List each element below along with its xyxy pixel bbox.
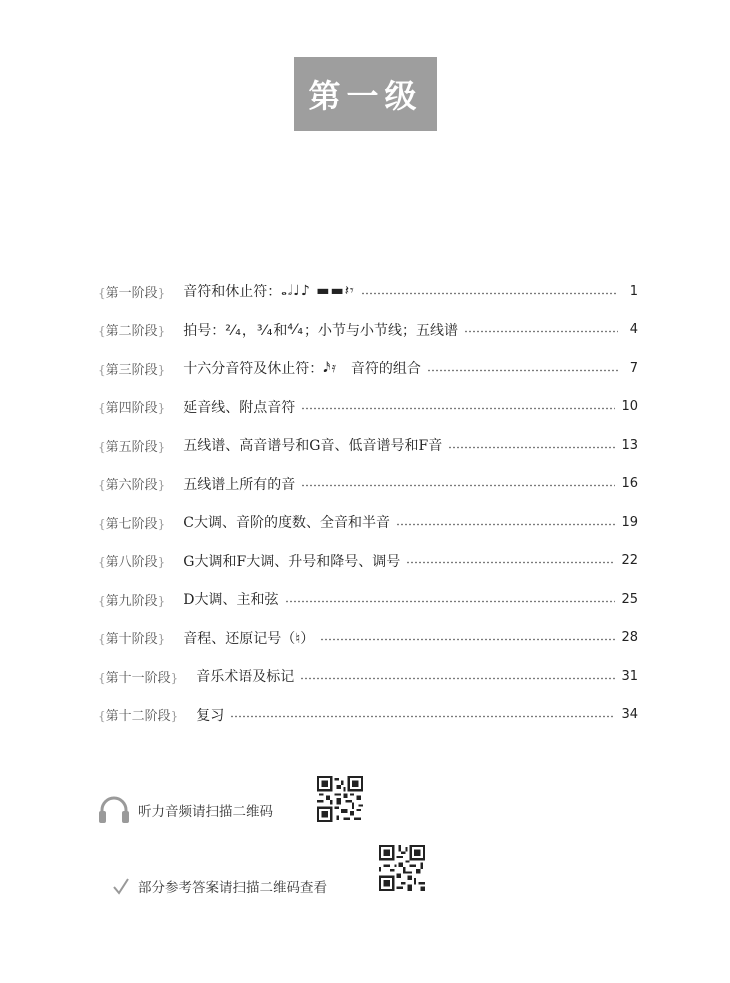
leader-dots	[361, 292, 618, 295]
answers-footer	[112, 876, 327, 896]
toc-entry[interactable]	[98, 349, 638, 388]
entry-title: 五线谱上所有的音	[183, 476, 296, 493]
stage-label: {第四阶段}	[98, 401, 166, 417]
page-number: 16	[621, 476, 638, 492]
entry-title-part: 音符的组合	[350, 361, 421, 378]
stage-label: {第十一阶段}	[98, 670, 179, 686]
entry-title: 延音线、附点音符	[183, 399, 296, 416]
level-title-box	[294, 57, 437, 131]
time-signature-symbols: ²⁄₄，³⁄₄	[225, 322, 274, 339]
stage-label: {第十阶段}	[98, 632, 166, 648]
level-title: 第一级	[308, 77, 423, 115]
stage-label: {第十二阶段}	[98, 709, 179, 725]
stage-label: {第三阶段}	[98, 362, 166, 378]
entry-title-part: ；小节与小节线；五线谱	[303, 322, 458, 339]
leader-dots	[320, 638, 615, 641]
stage-label: {第五阶段}	[98, 439, 166, 455]
toc-entry[interactable]	[98, 542, 638, 581]
leader-dots	[448, 446, 615, 449]
leader-dots	[406, 561, 615, 564]
toc-entry[interactable]	[98, 426, 638, 465]
stage-label: {第一阶段}	[98, 285, 166, 301]
page-number: 1	[629, 283, 638, 299]
entry-title: 复习	[196, 707, 225, 724]
leader-dots	[396, 523, 615, 526]
stage-label: {第九阶段}	[98, 593, 166, 609]
entry-title: 五线谱、高音谱号和G音、低音谱号和F音	[183, 438, 443, 455]
page-number: 4	[629, 322, 638, 338]
leader-dots	[230, 715, 615, 718]
entry-title: 拍号：	[183, 322, 226, 339]
toc-entry[interactable]	[98, 503, 638, 542]
stage-label: {第七阶段}	[98, 516, 166, 532]
entry-title: C大调、音阶的度数、全音和半音	[183, 515, 391, 532]
toc-entry[interactable]	[98, 311, 638, 350]
answers-qr-code[interactable]	[379, 845, 425, 891]
leader-dots	[464, 330, 618, 333]
note-symbols: 𝅝𝅗𝅥♩♪ ▬▬𝄽𝄾	[281, 283, 355, 300]
toc-entry[interactable]	[98, 619, 638, 658]
page-number: 31	[621, 668, 638, 684]
stage-label: {第二阶段}	[98, 324, 166, 340]
page-number: 28	[621, 630, 638, 646]
leader-dots	[300, 677, 615, 680]
entry-title: 音乐术语及标记	[196, 669, 295, 686]
page-number: 25	[621, 591, 638, 607]
stage-label: {第八阶段}	[98, 555, 166, 571]
page-number: 19	[621, 514, 638, 530]
entry-title: 音符和休止符：	[183, 284, 282, 301]
headphones-icon	[96, 792, 132, 828]
leader-dots	[301, 407, 615, 410]
entry-title: D大调、主和弦	[183, 592, 279, 609]
page-number: 13	[621, 437, 638, 453]
leader-dots	[285, 600, 616, 603]
page-number: 7	[629, 360, 638, 376]
toc-entry[interactable]	[98, 388, 638, 427]
checkmark-icon	[112, 877, 130, 895]
audio-footer	[96, 792, 273, 828]
toc-entry[interactable]	[98, 272, 638, 311]
toc-entry[interactable]	[98, 580, 638, 619]
toc-entry[interactable]	[98, 657, 638, 696]
page-number: 22	[621, 553, 638, 569]
time-signature-symbols: ⁴⁄₄	[287, 321, 304, 338]
leader-dots	[427, 369, 618, 372]
leader-dots	[301, 484, 615, 487]
audio-qr-code[interactable]	[317, 776, 363, 822]
entry-title: 音程、还原记号（♮）	[183, 630, 315, 647]
toc-entry[interactable]	[98, 696, 638, 735]
audio-text: 听力音频请扫描二维码	[138, 804, 273, 820]
toc-entry[interactable]	[98, 465, 638, 504]
page-number: 10	[621, 399, 638, 415]
answers-text: 部分参考答案请扫描二维码查看	[138, 880, 327, 896]
entry-title: 十六分音符及休止符：	[183, 361, 324, 378]
note-symbols: 𝅘𝅥𝅯𝄿	[323, 360, 337, 377]
entry-title: G大调和F大调、升号和降号、调号	[183, 553, 401, 570]
page-number: 34	[621, 707, 638, 723]
entry-title-part: 和	[273, 322, 288, 339]
stage-label: {第六阶段}	[98, 478, 166, 494]
table-of-contents	[98, 272, 638, 734]
